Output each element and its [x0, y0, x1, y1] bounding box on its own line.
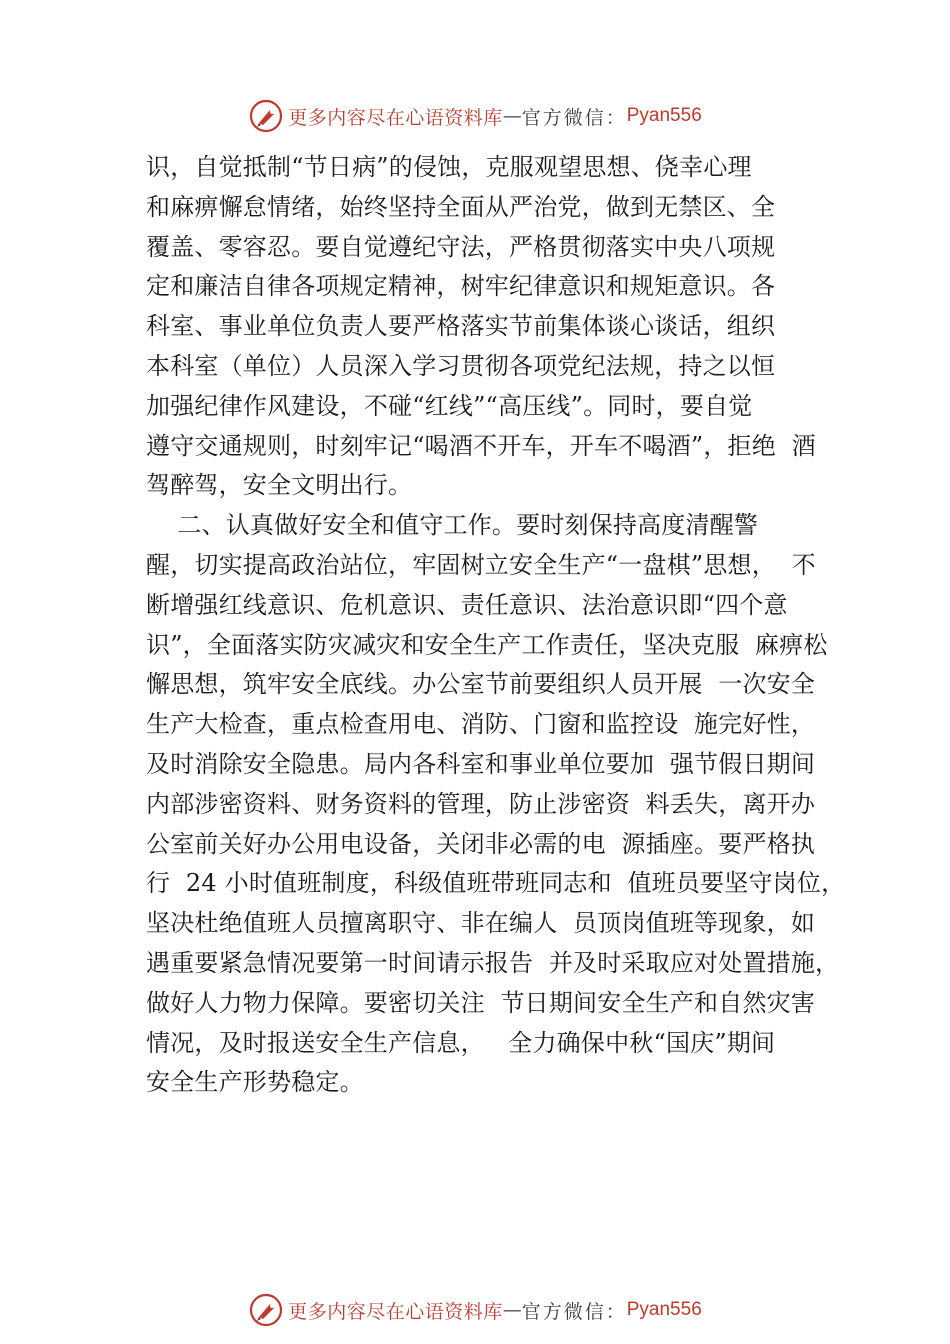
body-line: 科室、事业单位负责人要严格落实节前集体谈心谈话，组织	[146, 312, 776, 341]
banner-brand: 更多内容尽在心语资料库	[288, 106, 503, 129]
banner-label: 官方微信：	[521, 1300, 627, 1323]
body-line: 做好人力物力保障。要密切关注 节日期间安全生产和自然灾害	[146, 988, 816, 1017]
body-line: 遇重要紧急情况要第一时间请示报告 并及时采取应对处置措施，	[146, 948, 840, 977]
section-heading-line: 二、认真做好安全和值守工作。要时刻保持高度清醒警	[146, 511, 759, 540]
document-body	[146, 148, 846, 1103]
body-line: 坚决杜绝值班人员擅离职守、非在编人 员顶岗值班等现象，如	[146, 909, 816, 938]
header-banner	[0, 96, 950, 136]
body-line: 安全生产形势稳定。	[146, 1068, 364, 1097]
body-line: 公室前关好办公用电设备，关闭非必需的电 源插座。要严格执	[146, 829, 816, 858]
body-line: 情况，及时报送安全生产信息， 全力确保中秋“国庆”期间	[146, 1028, 776, 1057]
body-line: 和麻痹懈怠情绪，始终坚持全面从严治党，做到无禁区、全	[146, 192, 776, 221]
body-line: 识，自觉抵制“节日病”的侵蚀，克服观望思想、侥幸心理	[146, 153, 752, 181]
banner-separator: —	[502, 105, 522, 127]
body-line: 遵守交通规则，时刻牢记“喝酒不开车，开车不喝酒”，拒绝 酒	[146, 431, 816, 460]
body-line: 及时消除安全隐患。局内各科室和事业单位要加 强节假日期间	[146, 749, 816, 778]
body-line: 内部涉密资料、财务资料的管理，防止涉密资 料丢失，离开办	[146, 789, 816, 818]
pen-nib-logo-icon	[248, 1292, 284, 1328]
pen-nib-logo-icon	[248, 98, 284, 134]
body-line: 定和廉洁自律各项规定精神，树牢纪律意识和规矩意识。各	[146, 272, 776, 301]
body-line: 断增强红线意识、危机意识、责任意识、法治意识即“四个意	[146, 590, 788, 619]
banner-separator: —	[502, 1299, 522, 1321]
banner-label: 官方微信：	[521, 106, 627, 129]
banner-brand: 更多内容尽在心语资料库	[288, 1300, 503, 1323]
banner-handle: Pyan556	[626, 105, 702, 126]
banner-handle: Pyan556	[626, 1299, 702, 1320]
body-line: 本科室（单位）人员深入学习贯彻各项党纪法规，持之以恒	[146, 351, 776, 380]
body-line: 懈思想，筑牢安全底线。办公室节前要组织人员开展 一次安全	[146, 670, 816, 699]
body-line: 醒，切实提高政治站位，牢固树立安全生产“一盘棋”思想， 不	[146, 550, 816, 579]
body-line: 行 24 小时值班制度，科级值班带班同志和 值班员要坚守岗位，	[146, 869, 846, 898]
body-line: 驾醉驾，安全文明出行。	[146, 471, 413, 500]
body-line: 生产大检查，重点检查用电、消防、门窗和监控设 施完好性，	[146, 710, 816, 739]
footer-banner	[0, 1290, 950, 1330]
body-line: 识”，全面落实防灾减灾和安全生产工作责任，坚决克服 麻痹松	[146, 630, 828, 659]
body-line: 加强纪律作风建设，不碰“红线”“高压线”。同时，要自觉	[146, 391, 753, 420]
body-line: 覆盖、零容忍。要自觉遵纪守法，严格贯彻落实中央八项规	[146, 232, 776, 261]
